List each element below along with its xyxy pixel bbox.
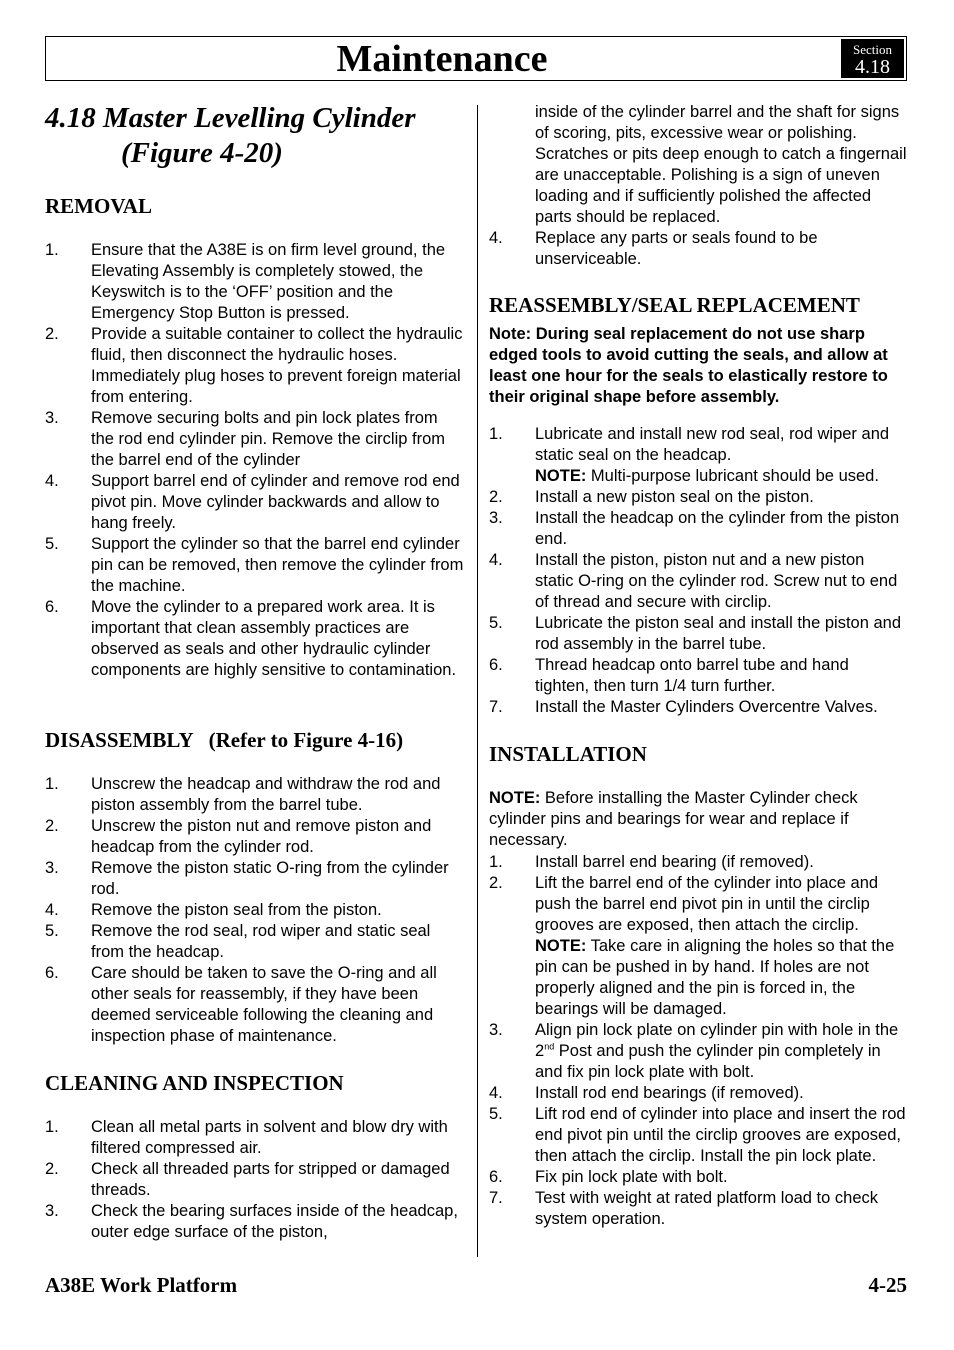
list-text: Remove the piston seal from the piston. xyxy=(91,901,382,919)
list-item xyxy=(489,852,907,873)
list-item xyxy=(489,487,907,508)
reassembly-note: Note: During seal replacement do not use sharp edged tools to avoid cutting the seals, and allow at least one hour for the seals to elastically restore to their original shape before assembly. xyxy=(489,325,888,406)
list-text: Install the piston, piston nut and a new piston static O-ring on the cylinder rod. Screw nut to end of thread and secure with circlip. xyxy=(535,551,898,611)
list-item xyxy=(45,816,465,858)
list-number: 5. xyxy=(489,614,503,632)
list-text: Remove the rod seal, rod wiper and static seal from the headcap. xyxy=(91,922,431,961)
list-text xyxy=(535,873,907,1020)
installation-item-3-text-b: Post and push the cylinder pin completely in and fix pin lock plate with bolt. xyxy=(535,1042,881,1081)
reassembly-item-1-note-label: NOTE: xyxy=(535,467,587,485)
installation-item-2-note-text: Take care in aligning the holes so that the pin can be pushed in by hand. If holes are not properly aligned and the pin is forced in, the bearings will be damaged. xyxy=(535,937,895,1018)
list-text: Clean all metal parts in solvent and blow dry with filtered compressed air. xyxy=(91,1118,448,1157)
list-text: Replace any parts or seals found to be unserviceable. xyxy=(535,229,818,268)
reassembly-item-1-text: Lubricate and install new rod seal, rod wiper and static seal on the headcap. xyxy=(535,425,890,464)
section-number: 4.18 xyxy=(855,56,890,78)
cleaning-item-3-continued: inside of the cylinder barrel and the shaft for signs of scoring, pits, excessive wear or polishing. Scratches or pits deep enough to catch a fingernail are unacceptable. Polishing is a sign of uneven loading and if sufficiently polished the affected parts should be replaced. xyxy=(535,103,907,226)
footer-page-number: 4-25 xyxy=(868,1273,907,1297)
list-item xyxy=(45,774,465,816)
list-text: Install the Master Cylinders Overcentre Valves. xyxy=(535,698,878,716)
list-text xyxy=(535,1020,907,1083)
list-number: 2. xyxy=(489,874,503,892)
list-item xyxy=(489,424,907,487)
list-number: 3. xyxy=(45,1202,59,1220)
list-text: Ensure that the A38E is on firm level ground, the Elevating Assembly is completely stowed, the Keyswitch is to the ‘OFF’ position and the Emergency Stop Button is pressed. xyxy=(91,241,446,322)
list-text: Remove the piston static O-ring from the cylinder rod. xyxy=(91,859,449,898)
list-text: Care should be taken to save the O-ring and all other seals for reassembly, if they have been deemed serviceable following the cleaning and inspection phase of maintenance. xyxy=(91,964,437,1045)
list-item xyxy=(489,655,907,697)
list-item xyxy=(489,1083,907,1104)
list-number: 1. xyxy=(45,775,59,793)
list-number: 4. xyxy=(45,472,59,490)
list-number: 5. xyxy=(45,922,59,940)
list-text: Remove securing bolts and pin lock plates from the rod end cylinder pin. Remove the circlip from the barrel end of the cylinder xyxy=(91,409,445,469)
list-text: Lift rod end of cylinder into place and insert the rod end pivot pin until the circlip grooves are exposed, then attach the circlip. Install the pin lock plate. xyxy=(535,1105,906,1165)
list-text: Move the cylinder to a prepared work area. It is important that clean assembly practices are observed as seals and other hydraulic cylinder components are highly sensitive to contamination. xyxy=(91,598,457,679)
list-item xyxy=(45,324,465,408)
section-heading-line1: 4.18 Master Levelling Cylinder xyxy=(45,102,416,134)
list-item xyxy=(45,1117,465,1159)
column-divider xyxy=(477,105,478,1257)
list-number: 1. xyxy=(45,1118,59,1136)
list-number: 6. xyxy=(489,656,503,674)
list-number: 7. xyxy=(489,1189,503,1207)
list-text: Test with weight at rated platform load to check system operation. xyxy=(535,1189,879,1228)
list-text: Fix pin lock plate with bolt. xyxy=(535,1168,728,1186)
disassembly-list xyxy=(45,774,465,1047)
list-number: 1. xyxy=(45,241,59,259)
list-text: Install the headcap on the cylinder from the piston end. xyxy=(535,509,900,548)
page-title: Maintenance xyxy=(336,38,548,80)
list-number: 4. xyxy=(489,229,503,247)
list-item xyxy=(45,900,465,921)
list-text: Provide a suitable container to collect the hydraulic fluid, then disconnect the hydraulic hoses. Immediately plug hoses to prevent foreign material from entering. xyxy=(91,325,463,406)
list-item xyxy=(489,1188,907,1230)
section-heading-line2: (Figure 4-20) xyxy=(121,137,283,169)
list-item xyxy=(45,471,465,534)
list-item xyxy=(489,1104,907,1167)
list-text: Install a new piston seal on the piston. xyxy=(535,488,814,506)
list-text: Check the bearing surfaces inside of the headcap, outer edge surface of the piston, xyxy=(91,1202,458,1241)
section-heading xyxy=(45,101,416,171)
list-number: 3. xyxy=(45,859,59,877)
list-item xyxy=(489,1167,907,1188)
list-item xyxy=(45,963,465,1047)
section-badge xyxy=(841,39,904,78)
superscript: nd xyxy=(544,1041,555,1052)
list-item xyxy=(489,1020,907,1083)
list-item xyxy=(489,228,907,270)
list-text: Install rod end bearings (if removed). xyxy=(535,1084,804,1102)
list-item xyxy=(489,550,907,613)
list-item xyxy=(45,1159,465,1201)
installation-item-2-note-label: NOTE: xyxy=(535,937,587,955)
list-text: Unscrew the piston nut and remove piston and headcap from the cylinder rod. xyxy=(91,817,432,856)
page-header xyxy=(45,36,907,81)
list-number: 6. xyxy=(45,964,59,982)
list-item xyxy=(45,408,465,471)
footer-left: A38E Work Platform xyxy=(45,1273,238,1297)
list-text xyxy=(535,424,907,487)
installation-heading: INSTALLATION xyxy=(489,742,647,766)
cleaning-list-continued xyxy=(489,228,907,270)
list-item xyxy=(489,613,907,655)
reassembly-list xyxy=(489,424,907,718)
list-text: Install barrel end bearing (if removed). xyxy=(535,853,814,871)
list-text: Thread headcap onto barrel tube and hand tighten, then turn 1/4 turn further. xyxy=(535,656,849,695)
list-item xyxy=(489,508,907,550)
removal-heading: REMOVAL xyxy=(45,194,152,218)
list-number: 7. xyxy=(489,698,503,716)
list-item xyxy=(45,921,465,963)
list-item xyxy=(489,697,907,718)
list-number: 4. xyxy=(489,1084,503,1102)
list-item xyxy=(489,873,907,1020)
list-number: 2. xyxy=(45,325,59,343)
list-number: 2. xyxy=(489,488,503,506)
list-number: 3. xyxy=(489,1021,503,1039)
list-text: Check all threaded parts for stripped or damaged threads. xyxy=(91,1160,450,1199)
list-number: 4. xyxy=(45,901,59,919)
list-number: 4. xyxy=(489,551,503,569)
installation-list xyxy=(489,852,907,1230)
list-number: 3. xyxy=(45,409,59,427)
list-item xyxy=(45,858,465,900)
installation-item-3-text-a: Align pin lock plate on cylinder pin with hole in the 2 xyxy=(535,1021,899,1060)
removal-list xyxy=(45,240,465,681)
list-item xyxy=(45,597,465,681)
reassembly-heading: REASSEMBLY/SEAL REPLACEMENT xyxy=(489,293,860,317)
list-text: Support barrel end of cylinder and remove rod end pivot pin. Move cylinder backwards and allow to hang freely. xyxy=(91,472,460,532)
list-number: 6. xyxy=(489,1168,503,1186)
list-item xyxy=(45,1201,465,1243)
list-item xyxy=(45,240,465,324)
installation-note-text: Before installing the Master Cylinder check cylinder pins and bearings for wear and replace if necessary. xyxy=(489,789,858,849)
list-text: Unscrew the headcap and withdraw the rod and piston assembly from the barrel tube. xyxy=(91,775,441,814)
list-number: 3. xyxy=(489,509,503,527)
list-text: Support the cylinder so that the barrel end cylinder pin can be removed, then remove the cylinder from the machine. xyxy=(91,535,464,595)
list-number: 2. xyxy=(45,817,59,835)
list-number: 1. xyxy=(489,853,503,871)
list-number: 1. xyxy=(489,425,503,443)
section-label: Section xyxy=(853,42,892,57)
installation-note-label: NOTE: xyxy=(489,789,541,807)
list-number: 6. xyxy=(45,598,59,616)
disassembly-heading: DISASSEMBLY (Refer to Figure 4-16) xyxy=(45,728,404,752)
list-number: 2. xyxy=(45,1160,59,1178)
installation-item-2-text: Lift the barrel end of the cylinder into place and push the barrel end pivot pin in until the circlip grooves are exposed, then attach the circlip. xyxy=(535,874,879,934)
installation-note xyxy=(489,788,907,851)
list-number: 5. xyxy=(489,1105,503,1123)
cleaning-list xyxy=(45,1117,465,1243)
reassembly-item-1-note-text: Multi-purpose lubricant should be used. xyxy=(586,467,879,485)
cleaning-heading: CLEANING AND INSPECTION xyxy=(45,1071,344,1095)
list-text: Lubricate the piston seal and install the piston and rod assembly in the barrel tube. xyxy=(535,614,901,653)
list-number: 5. xyxy=(45,535,59,553)
list-item xyxy=(45,534,465,597)
